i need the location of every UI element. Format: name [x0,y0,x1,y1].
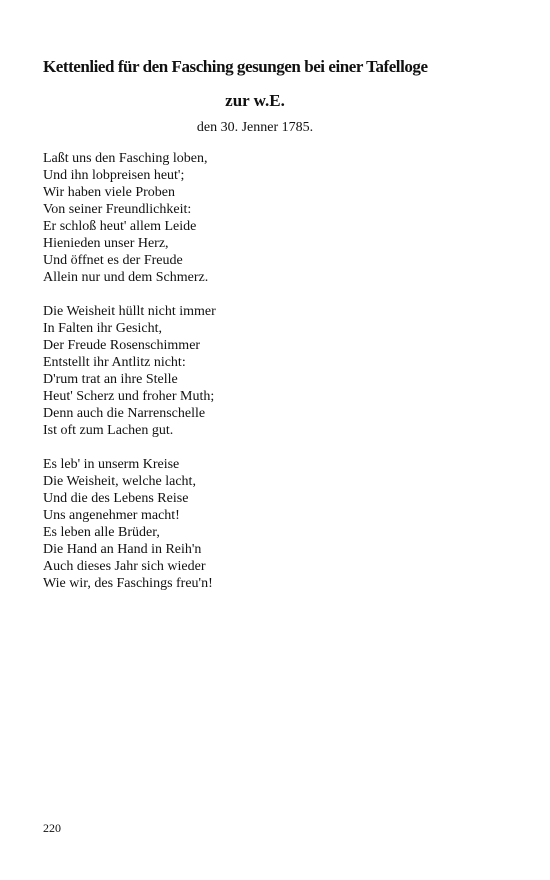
poem-date: den 30. Jenner 1785. [196,120,314,135]
verse-line: Es leben alle Brüder, [43,525,160,540]
poem-title: Kettenlied für den Fasching gesungen bei einer Tafelloge [43,57,428,76]
verse-line: Der Freude Rosenschimmer [43,338,201,353]
verse-line: Von seiner Freundlichkeit: [43,202,192,217]
verse-line: Ist oft zum Lachen gut. [43,423,174,438]
verse-line: Laßt uns den Fasching loben, [43,151,208,166]
verse-line: Wir haben viele Proben [43,185,176,200]
verse-line: Denn auch die Narrenschelle [43,406,206,421]
verse-line: Heut' Scherz und froher Muth; [43,389,215,404]
verse-line: Uns angenehmer macht! [43,508,180,523]
verse-line: Entstellt ihr Antlitz nicht: [43,355,186,370]
verse-line: Auch dieses Jahr sich wieder [43,559,206,574]
stanza-1 [43,150,503,286]
verse-line: Und die des Lebens Reise [43,491,189,506]
verse-line: Die Weisheit, welche lacht, [43,474,196,489]
verse-line: Die Weisheit hüllt nicht immer [43,304,216,319]
verse-line: Hienieden unser Herz, [43,236,169,251]
verse-line: Er schloß heut' allem Leide [43,219,197,234]
verse-line: Es leb' in unserm Kreise [43,457,180,472]
verse-line: Die Hand an Hand in Reih'n [43,542,202,557]
verse-line: Und ihn lobpreisen heut'; [43,168,185,183]
poem-subtitle: zur w.E. [225,91,285,110]
verse-line: Und öffnet es der Freude [43,253,183,268]
verse-line: Wie wir, des Faschings freu'n! [43,576,213,591]
stanza-3 [43,456,503,592]
page-number: 220 [43,821,61,835]
verse-line: In Falten ihr Gesicht, [43,321,162,336]
verse-line: Allein nur und dem Schmerz. [43,270,209,285]
verse-line: D'rum trat an ihre Stelle [43,372,178,387]
stanza-2 [43,303,503,439]
poem-body [43,150,503,609]
